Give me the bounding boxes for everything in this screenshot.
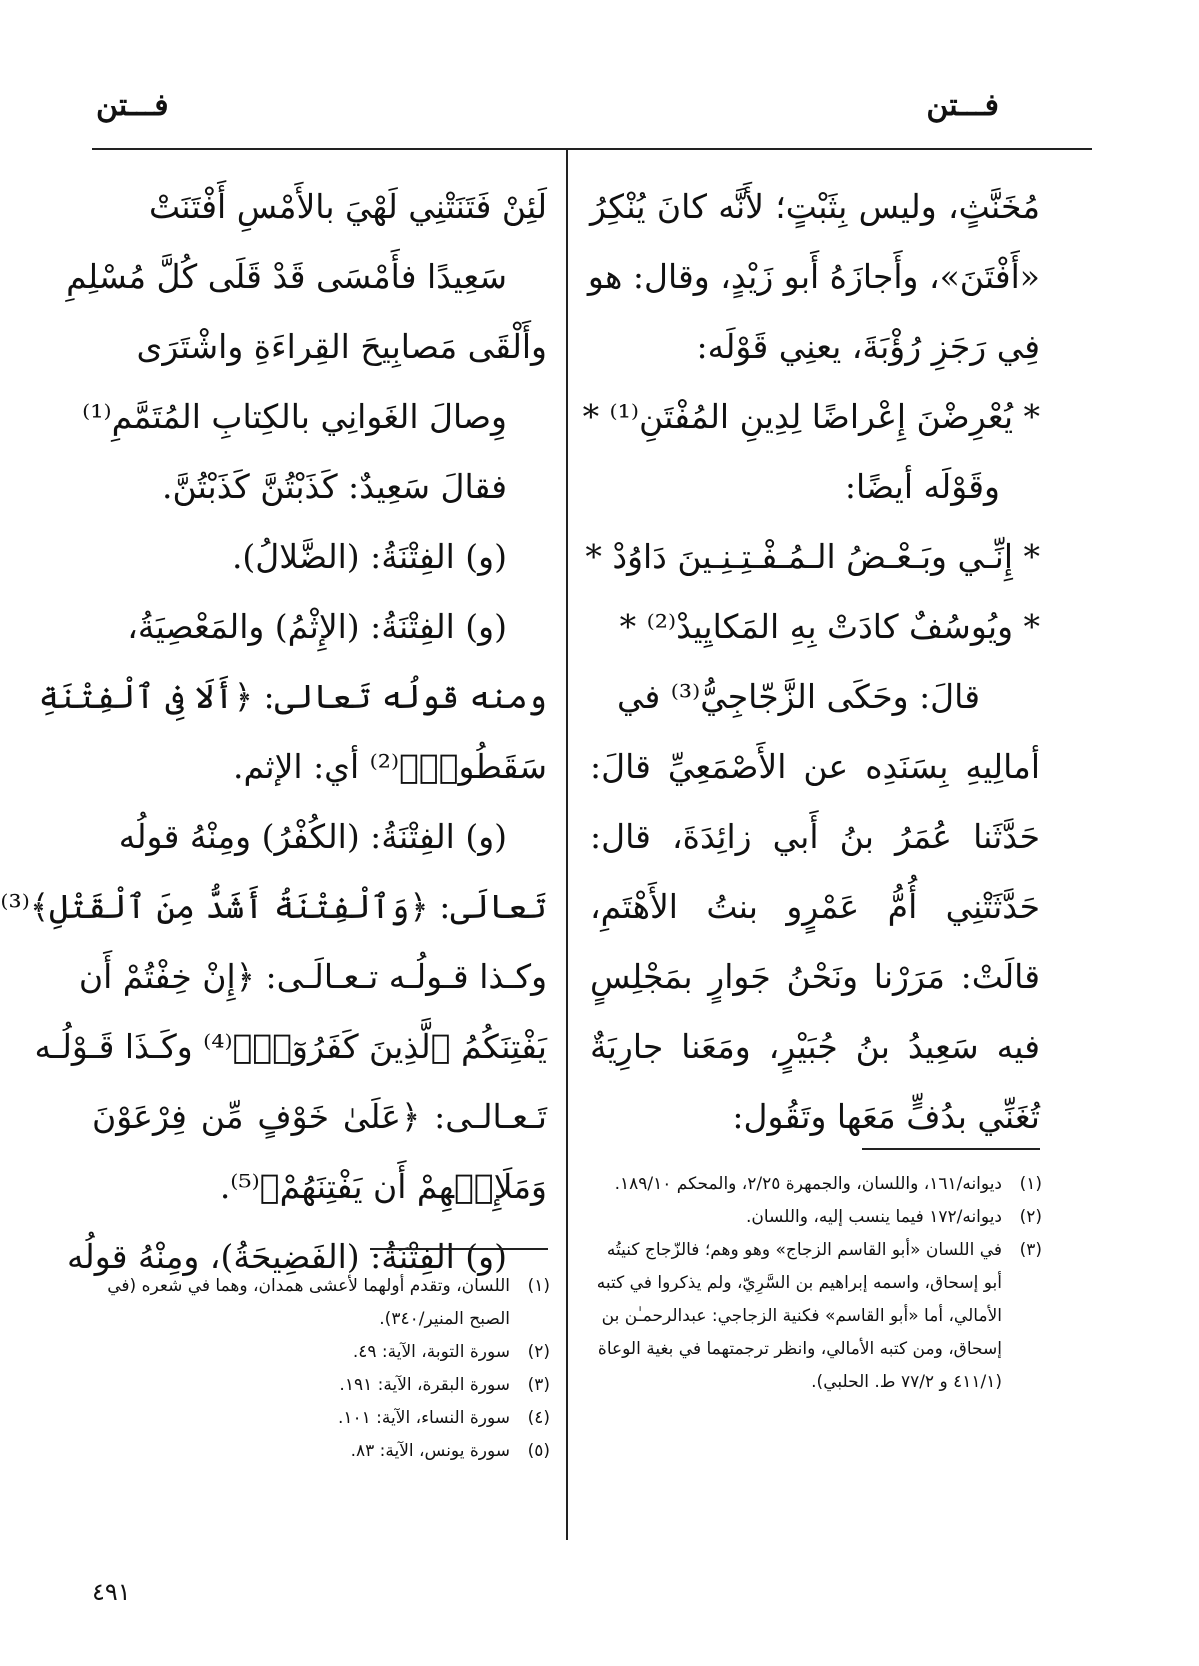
text-line: أمالِيهِ بِسَنَدِه عن الأَصْمَعِيِّ قالَ: (590, 747, 1040, 786)
footnote (592, 1168, 1042, 1201)
footnote-number: (١) (527, 1276, 550, 1296)
footnote-number: (٢) (1019, 1207, 1042, 1227)
text-line: يَفْتِنَكُمُ ٱلَّذِينَ كَفَرُوٓا۟﴾⁽⁴⁾ وكَـذَا قَـوْلُـه (34, 1027, 547, 1066)
poem-line: وأَلْقَى مَصابِيحَ القِراءَةِ واشْتَرَى (136, 327, 547, 366)
text-line: فِي رَجَزِ رُؤْبَةَ، يعنِي قَوْلَه: (696, 327, 1040, 366)
footnote-text: سورة النساء، الآية: ١٠١. (337, 1408, 510, 1428)
footnote-number: (٣) (527, 1375, 550, 1395)
footnote-text: في اللسان «أبو القاسم الزجاج» وهو وهم؛ فالزّجاج كنيتُه أبو إسحاق، واسمه إبراهيم بن السَّرِيّ، ولم يذكروا في كتبه الأمالي، أما «أبو القاسم» فكنية الزجاجي: عبدالرحمـٰن بن إسحاق، ومن كتبه الأمالي، وانظر ترجمتهما في بغية الوعاة (٤١١/١ و ٧٧/٢ ط. الحلبي). (596, 1240, 1002, 1392)
text-line: وقَوْلَه أيضًا: (844, 467, 1000, 506)
text-line: (و) الفِتْنَةُ: (الكُفْرُ) ومِنْهُ قولُه (118, 817, 507, 856)
text-line: تُغَنِّي بدُفٍّ مَعَها وتَقُول: (732, 1097, 1040, 1136)
text-line: مُخَنَّثٍ، وليس بِثَبْتٍ؛ لأَنَّه كانَ يُنْكِرُ (590, 187, 1040, 226)
footnote-rule-left (370, 1248, 548, 1250)
footnote-text: سورة التوبة، الآية: ٤٩. (352, 1342, 510, 1362)
footnote-number: (٤) (527, 1408, 550, 1428)
footnote (592, 1201, 1042, 1234)
footnote-number: (٣) (1019, 1240, 1042, 1260)
footnotes-right (592, 1168, 1042, 1399)
text-line: (و) الفِتْنَةُ: (الفَضِيحَةُ)، ومِنْهُ قولُه (66, 1237, 507, 1276)
footnote (92, 1270, 550, 1336)
footnote-text: ديوانه/١٦١، واللسان، والجمهرة ٢/٢٥، والمحكم ١٨٩/١٠. (614, 1174, 1002, 1194)
text-line: وكـذا قـولُـه تـعـالَـى: ﴿إِنْ خِفْتُمْ أَن (78, 957, 547, 996)
footnote-text: ديوانه/١٧٢ فيما ينسب إليه، واللسان. (745, 1207, 1002, 1227)
text-line: فقالَ سَعِيدٌ: كَذَبْتُنَّ كَذَبْتُنَّ. (161, 467, 507, 506)
footnote (92, 1402, 550, 1435)
running-header-left: فـــتن (96, 88, 169, 123)
footnote-text: اللسان، وتقدم أولهما لأعشى همدان، وهما في شعره (في الصبح المنير/٣٤٠). (107, 1276, 510, 1329)
text-line: ومنه قولُه تَعالى: ﴿أَلَا فِى ٱلْفِتْنَةِ (38, 677, 547, 716)
left-column (0, 172, 547, 1292)
footnote-rule-right (862, 1148, 1040, 1150)
text-line: تَـعـالـى: ﴿عَلَىٰ خَوْفٍ مِّن فِرْعَوْنَ (92, 1097, 547, 1136)
poem-line: وِصالَ الغَوانِي بالكِتابِ المُتَمَّمِ⁽¹⁾ (82, 397, 507, 436)
footnote-text: سورة البقرة، الآية: ١٩١. (339, 1375, 510, 1395)
footnote (92, 1435, 550, 1468)
verse-line: * إِنِّـي وبَـعْـضُ الـمُـفْـتِـنِـينَ دَاوُدْ * (585, 537, 1040, 576)
footnote-number: (٥) (527, 1441, 550, 1461)
text-line: فيه سَعِيدُ بنُ جُبَيْرٍ، ومَعَنا جارِيَةٌ (590, 1027, 1040, 1066)
text-line: سَقَطُوا۟﴾⁽²⁾ أي: الإثم. (232, 747, 547, 786)
footnote (92, 1369, 550, 1402)
text-line: وَمَلَإِي۟هِمْ أَن يَفْتِنَهُمْ﴾⁽⁵⁾. (219, 1167, 547, 1206)
text-line: حَدَّثَنا عُمَرُ بنُ أَبي زائِدَةَ، قال: (590, 817, 1040, 856)
text-line: حَدَّثَتْنِي أُمُّ عَمْرٍو بنتُ الأَهْتَمِ، (590, 887, 1040, 926)
right-column (582, 172, 1040, 1152)
poem-line: لَئِنْ فَتَنَتْنِي لَهْيَ بالأَمْسِ أَفْتَنَتْ (148, 187, 547, 226)
text-line: قالَ: وحَكَى الزَّجّاجِيُّ⁽³⁾ في (617, 677, 980, 716)
column-divider (566, 150, 568, 1540)
footnote-text: سورة يونس، الآية: ٨٣. (350, 1441, 510, 1461)
header-rule (92, 148, 1092, 150)
footnote (92, 1336, 550, 1369)
text-line: «أَفْتَنَ»، وأَجازَهُ أَبو زَيْدٍ، وقال: هو (587, 257, 1040, 296)
poem-line: سَعِيدًا فأَمْسَى قَدْ قَلَى كُلَّ مُسْلِمِ (66, 257, 507, 296)
verse-line: * ويُوسُفٌ كادَتْ بِهِ المَكايِيدْ⁽²⁾ * (619, 607, 1040, 646)
page-number: ٤٩١ (92, 1578, 131, 1606)
footnote (592, 1234, 1042, 1399)
text-line: تَعالَى: ﴿وَٱلْفِتْنَةُ أَشَدُّ مِنَ ٱلْقَتْلِ﴾⁽³⁾ (0, 887, 547, 926)
text-line: قالَتْ: مَرَرْنا ونَحْنُ جَوارٍ بمَجْلِسٍ (590, 957, 1040, 996)
text-line: (و) الفِتْنَةُ: (الضَّلالُ). (231, 537, 507, 576)
verse-line: * يُعْرِضْنَ إِعْراضًا لِدِينِ المُفْتَنِ⁽¹⁾ * (582, 397, 1040, 436)
text-line: (و) الفِتْنَةُ: (الإِثْمُ) والمَعْصِيَةُ، (127, 607, 507, 646)
running-header-right: فـــتن (926, 88, 999, 123)
footnotes-left (92, 1270, 550, 1468)
footnote-number: (١) (1019, 1174, 1042, 1194)
footnote-number: (٢) (527, 1342, 550, 1362)
